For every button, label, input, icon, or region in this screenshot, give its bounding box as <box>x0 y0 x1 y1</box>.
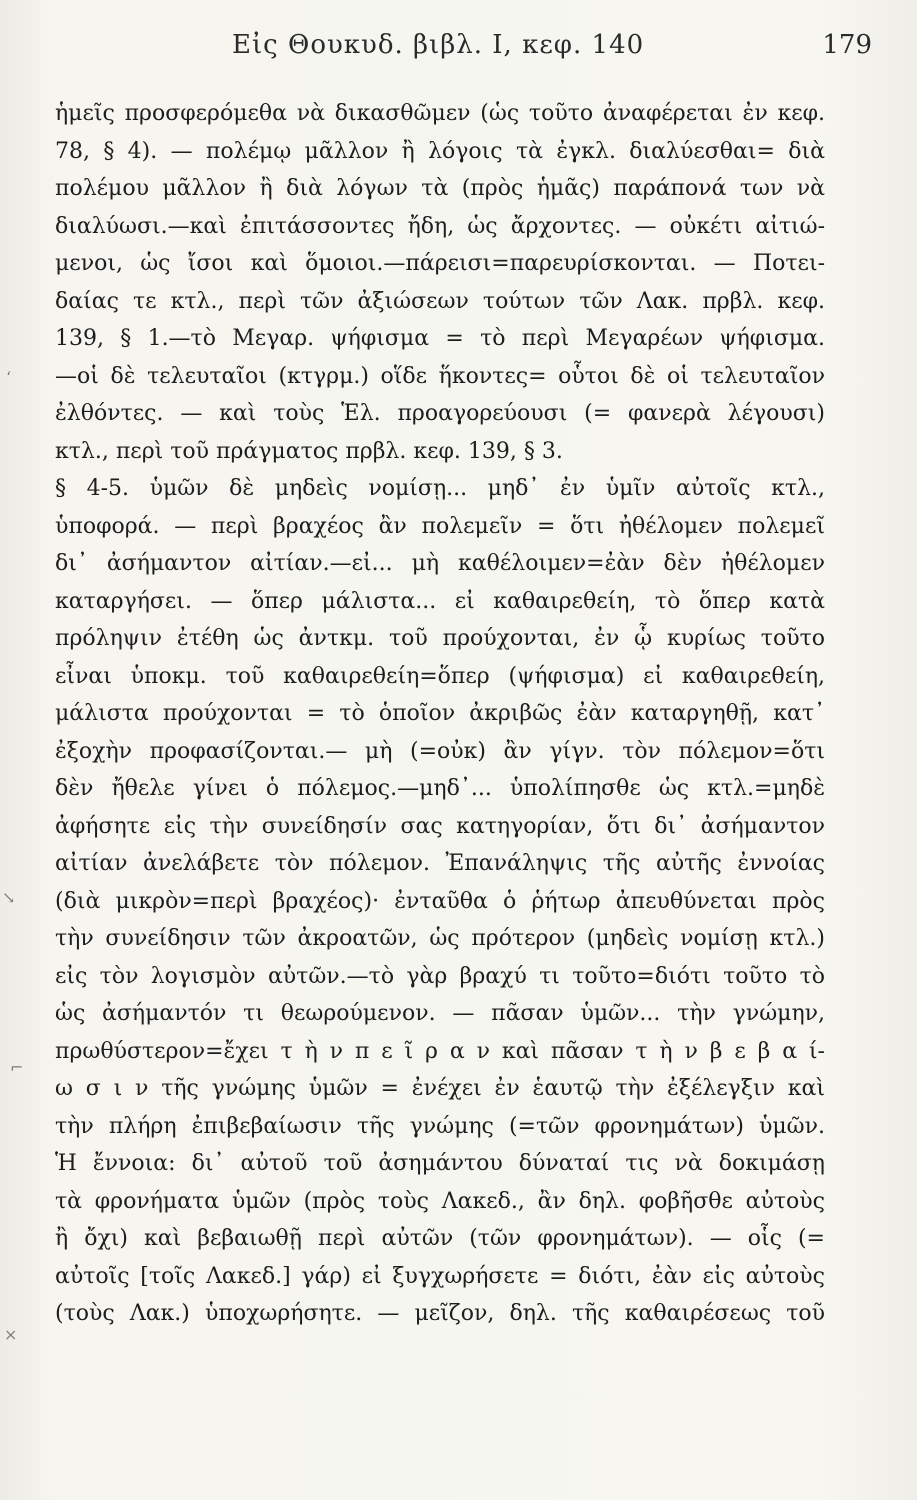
text-line: 139, § 1.—τὸ Μεγαρ. ψήφισμα = τὸ περὶ Μεγαρέων ψήφισμα. <box>55 326 825 351</box>
text-line: 78, § 4). — πολέμῳ μᾶλλον ἢ λόγοις τὰ ἐγκλ. διαλύεσθαι= διὰ <box>55 138 825 164</box>
text-line: Ἡ ἔννοια: δι᾽ αὐτοῦ τοῦ ἀσημάντου δύναταί τις νὰ δοκιμάσῃ <box>55 1151 825 1176</box>
text-line: εἰς τὸν λογισμὸν αὐτῶν.—τὸ γὰρ βραχύ τι τοῦτο=διότι τοῦτο τὸ <box>55 963 825 989</box>
text-line: μάλιστα προύχονται = τὸ ὁποῖον ἀκριβῶς ἐὰν καταργηθῇ, κατ᾽ <box>55 701 825 726</box>
page-number: 179 <box>822 30 872 60</box>
text-line: διαλύωσι.—καὶ ἐπιτάσσοντες ἤδη, ὡς ἄρχοντες. — οὐκέτι αἰτιώ- <box>55 213 825 239</box>
margin-speck-icon: ‘ <box>6 368 12 387</box>
text-line: ἢ ὄχι) καὶ βεβαιωθῇ περὶ αὐτῶν (τῶν φρονημάτων). — οἷς (= <box>55 1226 825 1251</box>
running-head: Εἰς Θουκυδ. βιβλ. I, κεφ. 140 <box>232 30 645 60</box>
text-line: § 4-5. ὑμῶν δὲ μηδεὶς νομίσῃ... μηδ᾽ ἐν ὑμῖν αὐτοῖς κτλ., <box>55 476 825 501</box>
text-line: ὑποφορά. — περὶ βραχέος ἂν πολεμεῖν = ὅτι ἠθέλομεν πολεμεῖ <box>55 513 825 539</box>
text-line: δαίας τε κτλ., περὶ τῶν ἀξιώσεων τούτων τῶν Λακ. πρβλ. κεφ. <box>55 288 825 314</box>
text-line: ὡς ἀσήμαντόν τι θεωρούμενον. — πᾶσαν ὑμῶν... τὴν γνώμην, <box>55 1001 825 1026</box>
text-line: πρόληψιν ἐτέθη ὡς ἀντκμ. τοῦ προύχονται, ἐν ᾧ κυρίως τοῦτο <box>55 626 825 651</box>
text-line: —οἱ δὲ τελευταῖοι (κτγρμ.) οἵδε ἥκοντες= οὗτοι δὲ οἱ τελευταῖον <box>55 363 825 389</box>
text-line: δὲν ἤθελε γίνει ὁ πόλεμος.—μηδ᾽... ὑπολίπησθε ὡς κτλ.=μηδὲ <box>55 776 825 801</box>
text-line: μενοι, ὡς ἴσοι καὶ ὅμοιοι.—πάρεισι=παρευρίσκονται. — Ποτει- <box>55 251 825 276</box>
text-line: πολέμου μᾶλλον ἢ διὰ λόγων τὰ (πρὸς ἡμᾶς) παράπονά των νὰ <box>55 176 825 201</box>
text-line: ἀφήσητε εἰς τὴν συνείδησίν σας κατηγορίαν, ὅτι δι᾽ ἀσήμαντον <box>55 813 825 839</box>
text-line: ἐξοχὴν προφασίζονται.— μὴ (=οὐκ) ἂν γίγν. τὸν πόλεμον=ὅτι <box>55 738 825 764</box>
text-line: κτλ., περὶ τοῦ πράγματος πρβλ. κεφ. 139, § 3. <box>55 438 563 464</box>
text-line: τὰ φρονήματα ὑμῶν (πρὸς τοὺς Λακεδ., ἂν δηλ. φοβῆσθε αὐτοὺς <box>55 1188 825 1214</box>
margin-arrow-icon: ↘ <box>2 888 16 907</box>
text-line: πρωθύστερον=ἔχει τ ὴ ν π ε ῖ ρ α ν καὶ πᾶσαν τ ὴ ν β ε β α ί- <box>55 1038 825 1064</box>
text-line: τὴν συνείδησιν τῶν ἀκροατῶν, ὡς πρότερον (μηδεὶς νομίσῃ κτλ.) <box>55 926 825 951</box>
text-line: αἰτίαν ἀνελάβετε τὸν πόλεμον. Ἐπανάληψις τῆς αὐτῆς ἐννοίας <box>55 851 825 876</box>
text-line: (διὰ μικρὸν=περὶ βραχέος)· ἐνταῦθα ὁ ῥήτωρ ἀπευθύνεται πρὸς <box>55 888 825 914</box>
commentary-text <box>55 95 825 1333</box>
text-line: ἡμεῖς προσφερόμεθα νὰ δικασθῶμεν (ὡς τοῦτο ἀναφέρεται ἐν κεφ. <box>55 101 825 126</box>
text-line: ἐλθόντες. — καὶ τοὺς Ἑλ. προαγορεύουσι (= φανερὰ λέγουσι) <box>55 401 825 426</box>
page-header <box>60 30 880 70</box>
text-line: καταργήσει. — ὅπερ μάλιστα... εἰ καθαιρεθείη, τὸ ὅπερ κατὰ <box>55 588 825 614</box>
text-line: εἶναι ὑποκμ. τοῦ καθαιρεθείη=ὅπερ (ψήφισμα) εἰ καθαιρεθείη, <box>55 663 825 689</box>
text-line: δι᾽ ἀσήμαντον αἰτίαν.—εἰ... μὴ καθέλοιμεν=ἐὰν δὲν ἠθέλομεν <box>55 551 825 576</box>
margin-dash-icon: ⌐ <box>10 1058 24 1077</box>
text-line: τὴν πλήρη ἐπιβεβαίωσιν τῆς γνώμης (=τῶν φρονημάτων) ὑμῶν. <box>55 1113 825 1139</box>
margin-cross-icon: × <box>4 1325 18 1344</box>
text-line: ω σ ι ν τῆς γνώμης ὑμῶν = ἐνέχει ἐν ἑαυτῷ τὴν ἐξέλεγξιν καὶ <box>55 1076 825 1101</box>
text-line: αὐτοῖς [τοῖς Λακεδ.] γάρ) εἰ ξυγχωρήσετε = διότι, ἐὰν εἰς αὐτοὺς <box>55 1263 825 1289</box>
text-line: (τοὺς Λακ.) ὑποχωρήσητε. — μεῖζον, δηλ. τῆς καθαιρέσεως τοῦ <box>55 1301 825 1326</box>
